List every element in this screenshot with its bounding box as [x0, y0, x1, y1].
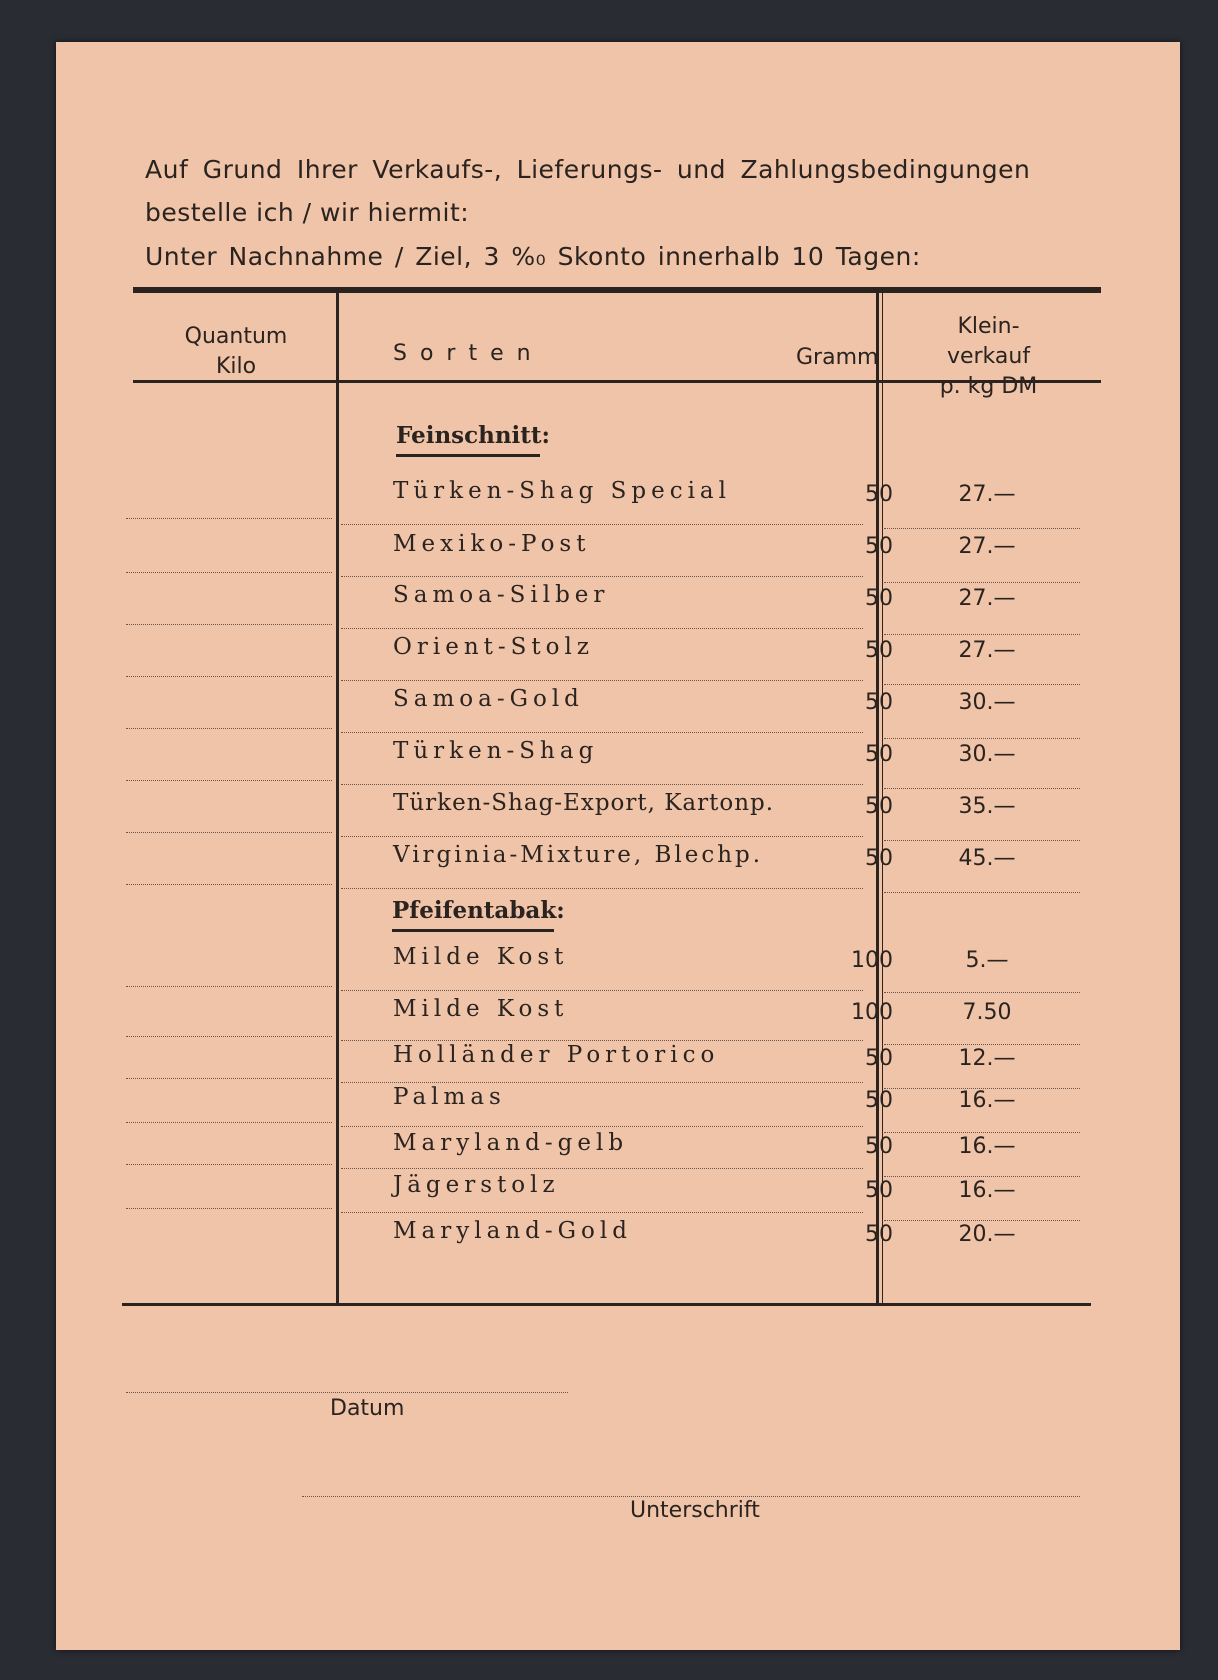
table-bottom-rule: [122, 1303, 1091, 1306]
price-separator: [884, 788, 1080, 789]
header-price-line3: p. kg DM: [939, 374, 1038, 399]
header-price-line2: verkauf: [946, 344, 1031, 369]
product-name: Milde Kost: [393, 996, 569, 1022]
product-gramm: 50: [865, 690, 893, 715]
price-separator: [884, 1176, 1080, 1177]
product-gramm: 50: [865, 1222, 893, 1247]
product-price: 16.—: [958, 1178, 1016, 1203]
product-gramm: 100: [851, 948, 893, 973]
row-separator: [341, 576, 863, 577]
datum-label: Datum: [330, 1396, 405, 1421]
row-separator: [341, 628, 863, 629]
product-name: Türken-Shag-Export, Kartonp.: [393, 790, 775, 816]
header-sorten: S o r t e n: [393, 341, 534, 366]
product-price: 5.—: [965, 948, 1009, 973]
product-price: 30.—: [958, 742, 1016, 767]
product-price: 27.—: [958, 482, 1016, 507]
price-separator: [884, 634, 1080, 635]
quantum-separator: [126, 986, 332, 987]
product-gramm: 50: [865, 1134, 893, 1159]
product-price: 35.—: [958, 794, 1016, 819]
row-separator: [341, 784, 863, 785]
product-price: 16.—: [958, 1134, 1016, 1159]
row-separator: [341, 888, 863, 889]
product-gramm: 50: [865, 534, 893, 559]
header-gramm: Gramm: [796, 345, 879, 370]
product-price: 16.—: [958, 1088, 1016, 1113]
header-quantum-line1: Quantum: [184, 324, 288, 349]
row-separator: [341, 1082, 863, 1083]
row-separator: [341, 836, 863, 837]
product-gramm: 50: [865, 1088, 893, 1113]
price-separator: [884, 1088, 1080, 1089]
quantum-separator: [126, 1164, 332, 1165]
product-gramm: 50: [865, 482, 893, 507]
row-separator: [341, 1212, 863, 1213]
product-gramm: 50: [865, 794, 893, 819]
row-separator: [341, 1126, 863, 1127]
product-price: 30.—: [958, 690, 1016, 715]
section-underline-pfeifentabak: [392, 929, 554, 932]
quantum-separator: [126, 676, 332, 677]
product-gramm: 50: [865, 1046, 893, 1071]
row-separator: [341, 990, 863, 991]
column-divider-left: [336, 290, 339, 1306]
product-name: Holländer Portorico: [393, 1042, 720, 1068]
product-name: Mexiko-Post: [393, 531, 591, 557]
product-gramm: 50: [865, 742, 893, 767]
product-price: 7.50: [962, 1000, 1012, 1025]
product-name: Maryland-Gold: [393, 1218, 632, 1244]
quantum-separator: [126, 572, 332, 573]
product-name: Türken-Shag: [393, 738, 599, 764]
product-gramm: 50: [865, 846, 893, 871]
product-price: 12.—: [958, 1046, 1016, 1071]
product-price: 45.—: [958, 846, 1016, 871]
section-underline-feinschnitt: [396, 454, 540, 457]
product-name: Türken-Shag Special: [393, 478, 731, 504]
product-name: Samoa-Silber: [393, 582, 610, 608]
section-title-feinschnitt: Feinschnitt:: [396, 422, 551, 449]
price-separator: [884, 738, 1080, 739]
quantum-separator: [126, 1208, 332, 1209]
table-top-rule: [133, 287, 1101, 293]
price-separator: [884, 1044, 1080, 1045]
quantum-separator: [126, 832, 332, 833]
intro-line-3: Unter Nachnahme / Ziel, 3 %₀ Skonto innerhalb 10 Tagen:: [145, 242, 921, 271]
price-separator: [884, 582, 1080, 583]
product-name: Jägerstolz: [393, 1172, 560, 1198]
header-quantum: [146, 322, 326, 382]
intro-line-2: bestelle ich / wir hiermit:: [145, 198, 470, 227]
header-quantum-line2: Kilo: [215, 354, 257, 379]
product-name: Virginia-Mixture, Blechp.: [393, 842, 764, 868]
product-price: 20.—: [958, 1222, 1016, 1247]
product-gramm: 50: [865, 1178, 893, 1203]
quantum-separator: [126, 1078, 332, 1079]
quantum-separator: [126, 884, 332, 885]
price-separator: [884, 1220, 1080, 1221]
product-name: Samoa-Gold: [393, 686, 584, 712]
price-separator: [884, 528, 1080, 529]
quantum-separator: [126, 780, 332, 781]
price-separator: [884, 684, 1080, 685]
product-gramm: 50: [865, 586, 893, 611]
price-separator: [884, 892, 1080, 893]
quantum-separator: [126, 1122, 332, 1123]
product-name: Palmas: [393, 1084, 506, 1110]
signature-label: Unterschrift: [630, 1498, 760, 1523]
product-price: 27.—: [958, 638, 1016, 663]
header-price: [896, 312, 1081, 402]
price-separator: [884, 1132, 1080, 1133]
row-separator: [341, 732, 863, 733]
row-separator: [341, 1168, 863, 1169]
row-separator: [341, 524, 863, 525]
product-name: Milde Kost: [393, 944, 569, 970]
price-separator: [884, 992, 1080, 993]
quantum-separator: [126, 518, 332, 519]
section-title-pfeifentabak: Pfeifentabak:: [392, 897, 565, 924]
product-name: Maryland-gelb: [393, 1130, 629, 1156]
quantum-separator: [126, 624, 332, 625]
order-form-sheet: [56, 42, 1180, 1650]
product-price: 27.—: [958, 534, 1016, 559]
price-separator: [884, 840, 1080, 841]
product-price: 27.—: [958, 586, 1016, 611]
product-gramm: 100: [851, 1000, 893, 1025]
header-price-line1: Klein-: [957, 314, 1020, 339]
product-name: Orient-Stolz: [393, 634, 594, 660]
signature-line: [302, 1496, 1080, 1497]
quantum-separator: [126, 728, 332, 729]
intro-line-1: Auf Grund Ihrer Verkaufs-, Lieferungs- und Zahlungsbedingungen: [145, 155, 1031, 184]
product-gramm: 50: [865, 638, 893, 663]
datum-line: [126, 1392, 568, 1393]
row-separator: [341, 680, 863, 681]
row-separator: [341, 1040, 863, 1041]
quantum-separator: [126, 1036, 332, 1037]
